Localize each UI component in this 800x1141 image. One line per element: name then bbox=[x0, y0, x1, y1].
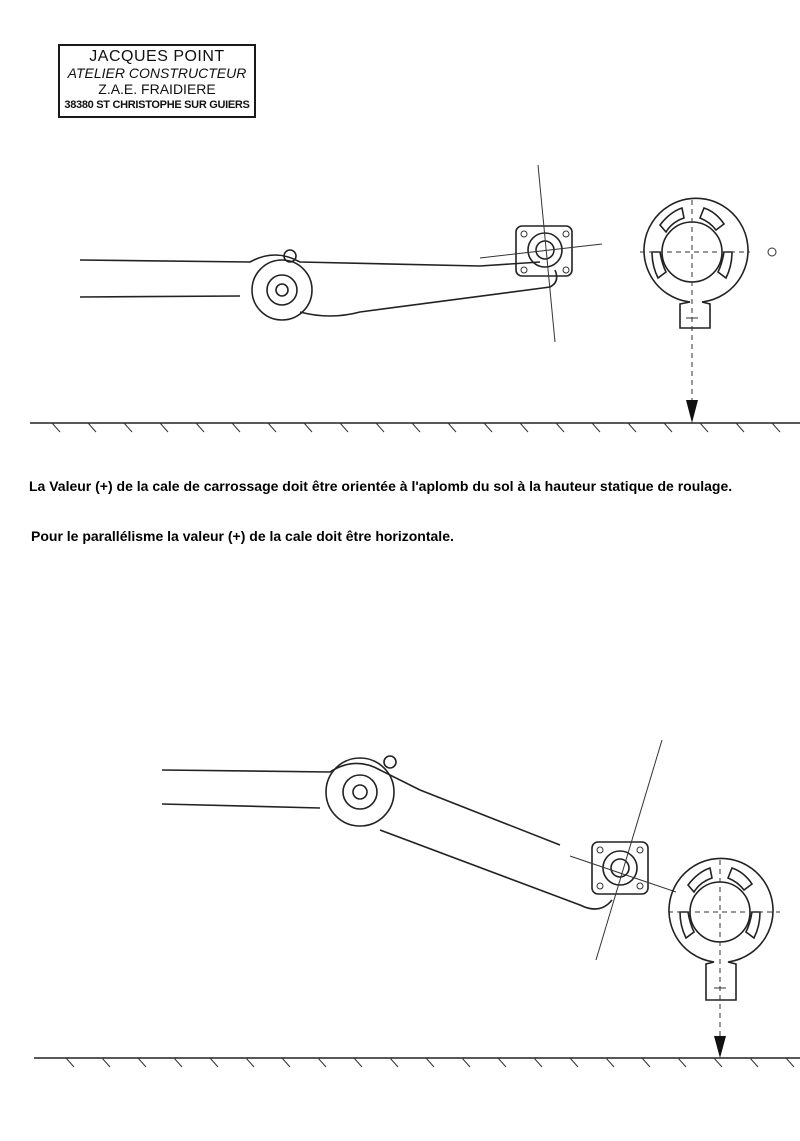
stamp-name: JACQUES POINT bbox=[89, 48, 225, 65]
ground-hatching-lower bbox=[66, 1058, 794, 1067]
stamp-address: 38380 ST CHRISTOPHE SUR GUIERS bbox=[64, 99, 250, 111]
stamp-workshop: ATELIER CONSTRUCTEUR bbox=[67, 65, 247, 81]
parallelism-instruction: Pour le parallélisme la valeur (+) de la cale doit être horizontale. bbox=[31, 528, 454, 544]
arm-pivot-bush-lower bbox=[326, 758, 394, 826]
stamp-zone: Z.A.E. FRAIDIERE bbox=[98, 81, 216, 97]
camber-shim-view-lower bbox=[668, 858, 780, 1058]
plumb-arrow-head-lower bbox=[714, 1036, 726, 1058]
hub-flange-lower bbox=[570, 740, 676, 960]
camber-shim-instruction: La Valeur (+) de la cale de carrossage doit être orientée à l'aplomb du sol à la hauteur statique de roulage. bbox=[29, 478, 733, 494]
trailing-arm-lower bbox=[162, 756, 612, 909]
